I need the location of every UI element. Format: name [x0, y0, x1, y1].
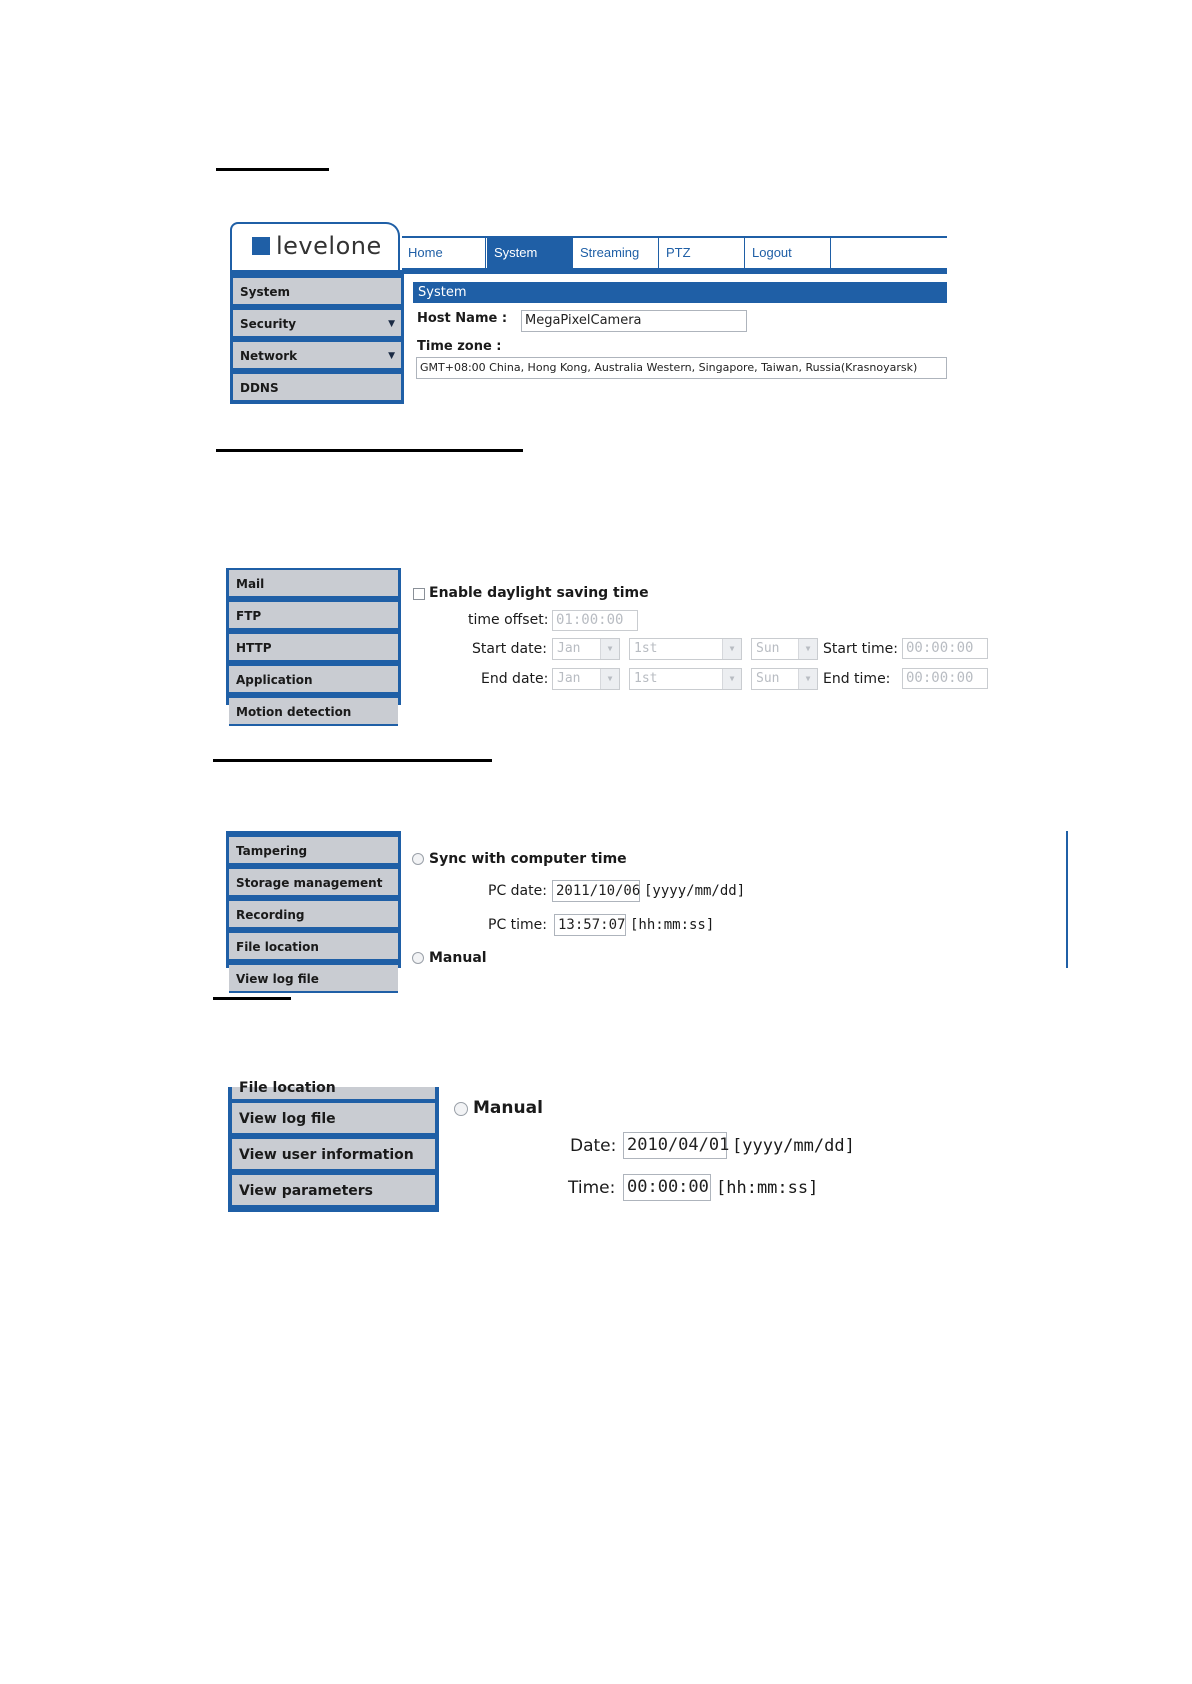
start-time-label: Start time: — [823, 641, 898, 657]
pc-time-label: PC time: — [488, 917, 548, 933]
side-menu — [228, 1080, 439, 1212]
pc-time-format: [hh:mm:ss] — [630, 917, 715, 933]
chevron-down-icon: ▼ — [388, 319, 395, 329]
side-menu — [226, 831, 401, 986]
right-border — [1066, 831, 1068, 968]
menu-item-view-log-file[interactable]: View log file — [232, 1103, 435, 1135]
heading-rule-1 — [216, 168, 329, 171]
pc-date-input[interactable]: 2011/10/06 — [552, 880, 640, 902]
time-format: [hh:mm:ss] — [716, 1178, 819, 1198]
end-time-input[interactable]: 00:00:00 — [902, 668, 988, 689]
pc-date-label: PC date: — [488, 883, 547, 899]
host-name-label: Host Name : — [417, 311, 508, 326]
time-offset-label: time offset: — [468, 612, 549, 628]
host-name-input[interactable]: MegaPixelCamera — [521, 310, 747, 332]
pc-date-format: [yyyy/mm/dd] — [644, 883, 746, 899]
menu-item-mail[interactable]: Mail — [229, 570, 398, 598]
time-input[interactable]: 00:00:00 — [623, 1174, 711, 1201]
chevron-down-icon: ▼ — [722, 639, 741, 659]
chevron-down-icon: ▼ — [600, 639, 619, 659]
date-input[interactable]: 2010/04/01 — [623, 1132, 727, 1159]
side-menu — [230, 270, 404, 404]
heading-rule-4 — [213, 997, 291, 1000]
menu-item-system[interactable]: System — [233, 278, 401, 306]
start-time-input[interactable]: 00:00:00 — [902, 638, 988, 659]
menu-item-recording[interactable]: Recording — [229, 901, 398, 929]
top-nav — [402, 236, 947, 272]
menu-item-view-user-information[interactable]: View user information — [232, 1139, 435, 1171]
menu-item-view-log-file[interactable]: View log file — [229, 965, 398, 993]
chevron-down-icon: ▼ — [798, 669, 817, 689]
screenshot-system-settings — [230, 222, 947, 404]
menu-item-ftp[interactable]: FTP — [229, 602, 398, 630]
section-title-bar: System — [413, 282, 947, 303]
heading-rule-2 — [216, 449, 523, 452]
menu-item-http[interactable]: HTTP — [229, 634, 398, 662]
time-offset-input[interactable]: 01:00:00 — [552, 610, 638, 631]
chevron-down-icon: ▼ — [798, 639, 817, 659]
menu-item-tampering[interactable]: Tampering — [229, 837, 398, 865]
menu-item-storage-management[interactable]: Storage management — [229, 869, 398, 897]
start-week-select[interactable]: 1st ▼ — [629, 638, 742, 660]
manual-radio[interactable] — [454, 1102, 468, 1116]
date-format: [yyyy/mm/dd] — [732, 1136, 855, 1156]
enable-dst-checkbox[interactable] — [413, 588, 425, 600]
screenshot-daylight-saving — [226, 568, 992, 719]
menu-item-ddns[interactable]: DDNS — [233, 374, 401, 402]
time-label: Time: — [568, 1178, 616, 1198]
menu-item-network[interactable]: Network ▼ — [233, 342, 401, 370]
manual-label: Manual — [473, 1098, 543, 1118]
sync-label: Sync with computer time — [429, 851, 627, 867]
end-week-select[interactable]: 1st ▼ — [629, 668, 742, 690]
screenshot-manual-time — [228, 1080, 855, 1212]
menu-item-application[interactable]: Application — [229, 666, 398, 694]
tab-ptz[interactable]: PTZ — [659, 238, 745, 268]
time-zone-label: Time zone : — [417, 339, 502, 354]
time-zone-select[interactable]: GMT+08:00 China, Hong Kong, Australia Western, Singapore, Taiwan, Russia(Krasnoyarsk) — [416, 357, 947, 379]
pc-time-input[interactable]: 13:57:07 — [554, 914, 626, 936]
side-menu — [226, 568, 401, 719]
end-date-label: End date: — [481, 671, 549, 687]
enable-dst-label: Enable daylight saving time — [429, 585, 649, 601]
heading-rule-3 — [213, 759, 492, 762]
menu-item-file-location[interactable]: File location — [232, 1087, 435, 1101]
levelone-logo: levelone — [276, 232, 382, 260]
start-month-select[interactable]: Jan ▼ — [552, 638, 620, 660]
manual-label: Manual — [429, 950, 487, 966]
date-label: Date: — [570, 1136, 617, 1156]
chevron-down-icon: ▼ — [600, 669, 619, 689]
sync-radio[interactable] — [412, 853, 424, 865]
tab-system[interactable]: System — [487, 238, 573, 268]
levelone-logo-icon — [252, 237, 270, 255]
end-day-select[interactable]: Sun ▼ — [751, 668, 818, 690]
manual-radio[interactable] — [412, 952, 424, 964]
tab-streaming[interactable]: Streaming — [573, 238, 659, 268]
tab-logout[interactable]: Logout — [745, 238, 831, 268]
menu-item-view-parameters[interactable]: View parameters — [232, 1175, 435, 1207]
screenshot-sync-computer-time — [226, 831, 1068, 986]
tab-home[interactable]: Home — [402, 238, 486, 268]
chevron-down-icon: ▼ — [722, 669, 741, 689]
menu-item-motion-detection[interactable]: Motion detection — [229, 698, 398, 726]
menu-item-security[interactable]: Security ▼ — [233, 310, 401, 338]
start-day-select[interactable]: Sun ▼ — [751, 638, 818, 660]
end-time-label: End time: — [823, 671, 891, 687]
menu-item-file-location[interactable]: File location — [229, 933, 398, 961]
end-month-select[interactable]: Jan ▼ — [552, 668, 620, 690]
start-date-label: Start date: — [472, 641, 547, 657]
chevron-down-icon: ▼ — [388, 351, 395, 361]
